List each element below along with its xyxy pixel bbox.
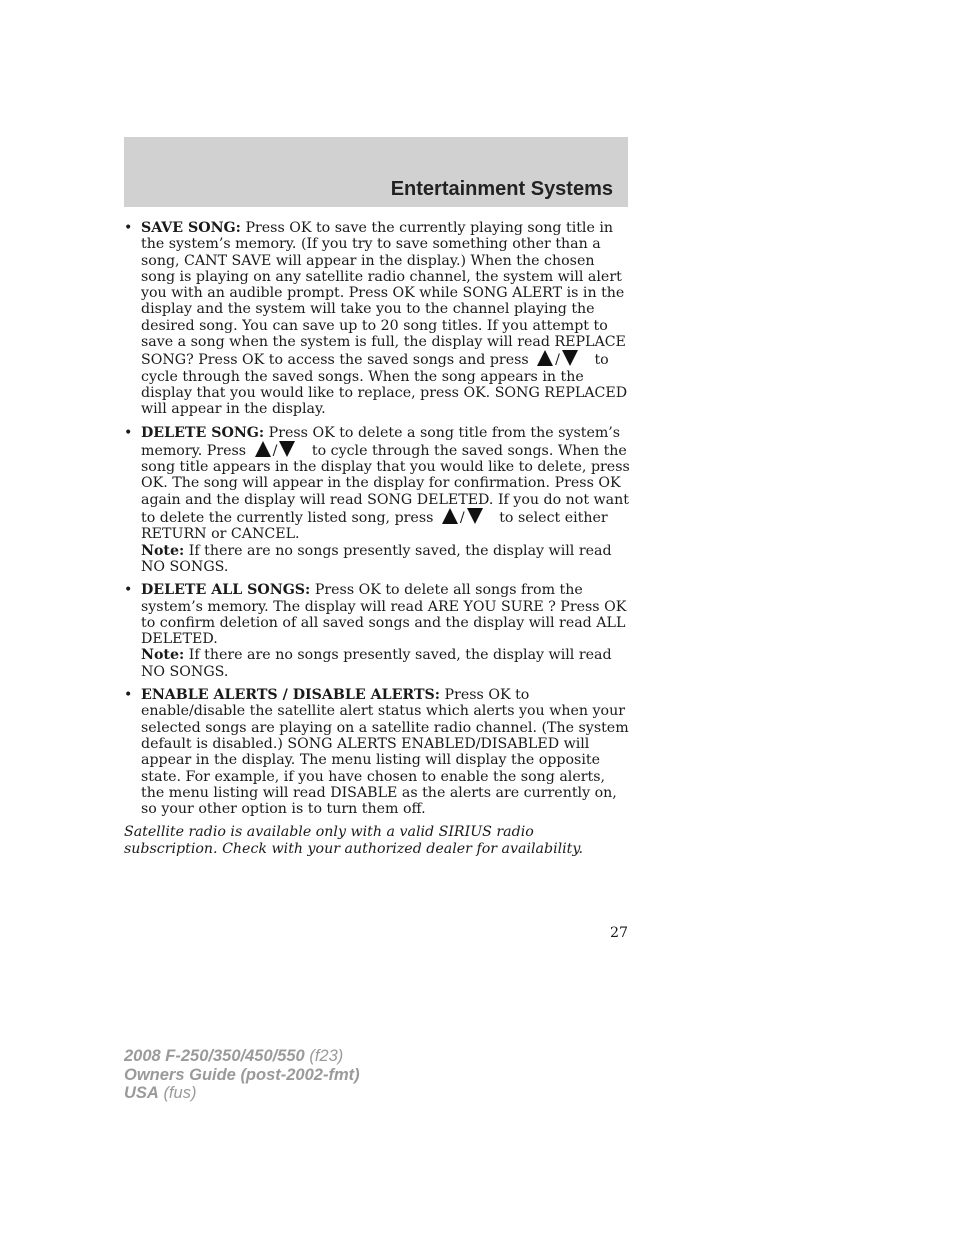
footer-model: 2008 F-250/350/450/550 bbox=[124, 1047, 305, 1065]
item-term: ENABLE ALERTS / DISABLE ALERTS: bbox=[141, 687, 441, 704]
item-term: DELETE SONG: bbox=[141, 424, 265, 441]
item-body bbox=[141, 425, 630, 543]
note-text: If there are no songs presently saved, the display will read NO SONGS. bbox=[141, 542, 612, 575]
item-text: Press OK to enable/disable the satellite alert status which alerts you when your selected songs are playing on a satellite radio channel. (The system default is disabled.) SONG ALERTS ENABLED/DISABLED will appear in the display. The menu listing will display the opposite state. For example, if you have chosen to enable the song alerts, the menu listing will read DISABLE as the alerts are currently on, so your other option is to turn them off. bbox=[141, 687, 629, 818]
bullet: • bbox=[124, 220, 133, 236]
section-header bbox=[124, 137, 628, 207]
item-body bbox=[141, 687, 630, 817]
item-text: Press OK to delete a song title from the system’s memory. Press bbox=[141, 424, 621, 459]
item-text: Press OK to save the currently playing song title in the system’s memory. (If you try to save something other than a song, CANT SAVE will appear in the display.) When the chosen song is playing on any satellite radio channel, the system will alert you with an audible prompt. Press OK while SONG ALERT is in the display and the system will take you to the channel playing the desired song. You can save up to 20 song titles. If you attempt to save a song when the system is full, the display will read REPLACE SONG? Press OK to access the saved songs and press bbox=[141, 220, 626, 369]
up-arrow-icon bbox=[537, 350, 553, 366]
page-number: 27 bbox=[609, 925, 628, 941]
footer-line-guide bbox=[124, 1066, 360, 1085]
list-item-enable-disable-alerts bbox=[124, 687, 630, 817]
note-text: If there are no songs presently saved, the display will read NO SONGS. bbox=[141, 647, 612, 680]
item-term: SAVE SONG: bbox=[141, 220, 241, 236]
item-text: to cycle through the saved songs. When the song appears in the display that you would like to replace, press OK. SONG REPLACED will appear in the display. bbox=[141, 352, 628, 418]
footer-market-code: (fus) bbox=[163, 1084, 197, 1102]
item-body bbox=[141, 582, 630, 647]
footer-guide: Owners Guide (post-2002-fmt) bbox=[124, 1065, 360, 1084]
item-text: Press OK to delete all songs from the system’s memory. The display will read ARE YOU SURE ? Press OK to confirm deletion of all saved songs and the display will read ALL DELETED. bbox=[141, 582, 627, 648]
document-footer bbox=[124, 1047, 360, 1103]
arrow-separator: / bbox=[555, 352, 560, 369]
list-item-delete-song bbox=[124, 425, 630, 576]
item-body bbox=[141, 220, 630, 418]
arrow-pair bbox=[255, 443, 296, 459]
bullet: • bbox=[124, 687, 133, 704]
up-arrow-icon bbox=[442, 508, 458, 524]
item-text: to cycle through the saved songs. When the song title appears in the display that you would like to delete, press OK. The song will appear in the display for confirmation. Press OK again and the display will read SONG DELETED. If you do not want to delete the currently listed song, press bbox=[141, 442, 630, 527]
bullet: • bbox=[124, 424, 133, 441]
arrow-separator: / bbox=[272, 442, 278, 459]
arrow-separator: / bbox=[459, 510, 465, 527]
footnote: Satellite radio is available only with a valid SIRIUS radio subscription. Check with your authorized dealer for availability. bbox=[124, 824, 584, 857]
item-note bbox=[141, 543, 630, 576]
item-term: DELETE ALL SONGS: bbox=[141, 582, 311, 599]
arrow-pair bbox=[537, 352, 578, 368]
footer-line-model bbox=[124, 1047, 360, 1066]
down-arrow-icon bbox=[279, 441, 295, 457]
down-arrow-icon bbox=[562, 350, 578, 366]
item-note bbox=[141, 647, 630, 680]
item-text: to select either RETURN or CANCEL. bbox=[141, 510, 608, 543]
bullet: • bbox=[124, 582, 133, 599]
list-item-delete-all-songs bbox=[124, 582, 630, 680]
list-item-save-song bbox=[124, 220, 630, 418]
page-content bbox=[124, 220, 630, 857]
note-label: Note: bbox=[141, 647, 185, 664]
footer-market: USA bbox=[124, 1084, 159, 1102]
arrow-pair bbox=[442, 510, 483, 526]
footer-line-market bbox=[124, 1084, 360, 1103]
section-title: Entertainment Systems bbox=[390, 178, 613, 200]
footer-model-code: (f23) bbox=[309, 1047, 344, 1065]
down-arrow-icon bbox=[467, 508, 483, 524]
note-label: Note: bbox=[141, 542, 185, 559]
up-arrow-icon bbox=[255, 441, 271, 457]
